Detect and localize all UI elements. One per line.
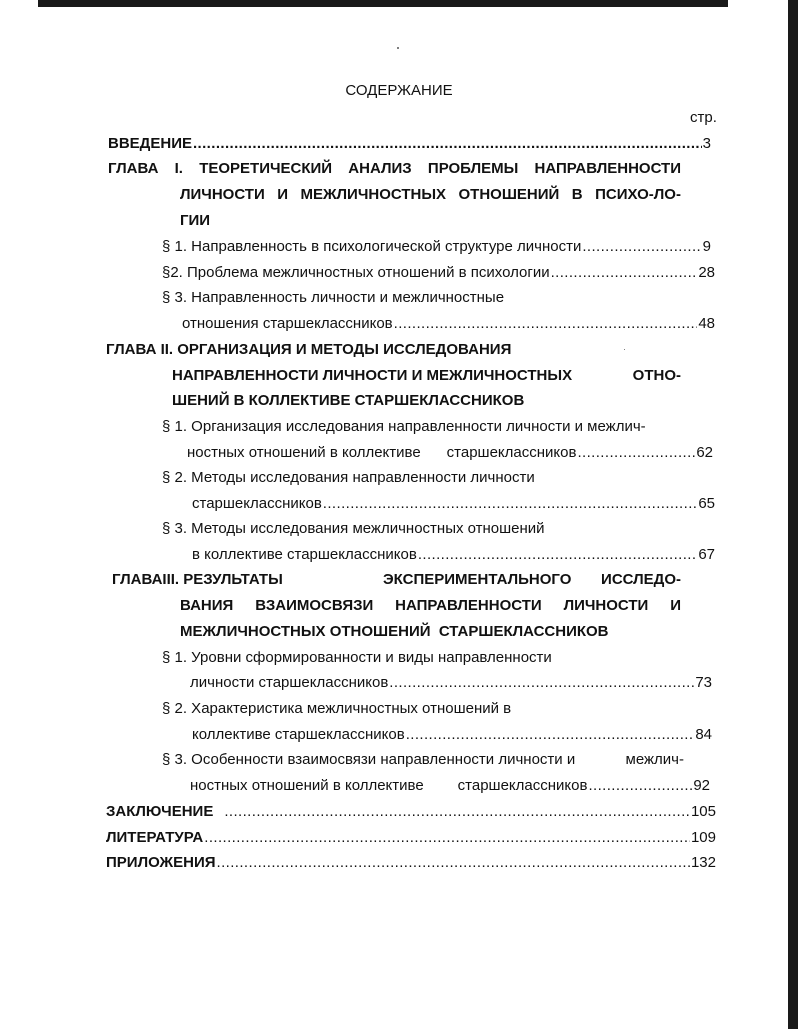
toc-entry-3-2[interactable]: § 2. Характеристика межличностных отношений в bbox=[162, 700, 512, 717]
chapter-1-heading-cont bbox=[180, 185, 681, 205]
heading-word: ИССЛЕДО- bbox=[601, 571, 681, 588]
toc-label: § 1. Направленность в психологической структуре личности bbox=[162, 238, 582, 255]
heading-word: ГЛАВА bbox=[108, 160, 159, 177]
leader-dots bbox=[577, 443, 695, 463]
toc-label: отношения старшеклассников bbox=[182, 315, 393, 332]
heading-word: ЛИЧНОСТИ bbox=[180, 186, 265, 203]
page-column-label: стр. bbox=[690, 109, 717, 126]
leader-dots bbox=[582, 237, 701, 257]
toc-entry-2-1-cont[interactable] bbox=[187, 443, 713, 463]
chapter-1-heading-end: ГИИ bbox=[180, 212, 211, 229]
toc-entry-1-1[interactable] bbox=[162, 237, 711, 257]
toc-entry-literature[interactable] bbox=[106, 828, 716, 848]
scan-speck bbox=[624, 349, 625, 350]
leader-dots bbox=[418, 545, 698, 565]
toc-label: ВВЕДЕНИЕ bbox=[108, 135, 192, 152]
heading-word: ЛИЧНОСТИ bbox=[563, 597, 649, 614]
toc-page-number: 28 bbox=[698, 264, 715, 281]
toc-label: личности старшеклассников bbox=[190, 674, 389, 691]
heading-word: АНАЛИЗ bbox=[348, 160, 412, 177]
toc-entry-conclusion[interactable] bbox=[106, 802, 716, 822]
toc-entry-intro[interactable] bbox=[108, 134, 711, 154]
toc-entry-3-3-cont[interactable] bbox=[190, 776, 710, 796]
chapter-2-heading-cont bbox=[172, 366, 681, 386]
toc-label: старшеклассников bbox=[457, 777, 588, 794]
toc-page-number: 3 bbox=[702, 135, 711, 152]
heading-word: ВАНИЯ bbox=[180, 597, 234, 614]
leader-dots bbox=[394, 314, 698, 334]
heading-word: И bbox=[277, 186, 288, 203]
toc-label: § 3. Особенности взаимосвязи направленности личности и bbox=[162, 751, 576, 768]
leader-dots bbox=[224, 802, 690, 822]
heading-word: В bbox=[571, 186, 583, 203]
leader-dots bbox=[217, 853, 690, 873]
heading-word: I. bbox=[174, 160, 183, 177]
toc-label: старшеклассников bbox=[446, 444, 577, 461]
heading-word: ПРОБЛЕМЫ bbox=[427, 160, 519, 177]
toc-label: в коллективе старшеклассников bbox=[192, 546, 417, 563]
chapter-1-heading[interactable] bbox=[108, 159, 681, 179]
chapter-3-heading-cont bbox=[180, 596, 681, 616]
heading-word: ТЕОРЕТИЧЕСКИЙ bbox=[199, 160, 333, 177]
toc-page-number: 9 bbox=[702, 238, 711, 255]
toc-entry-3-3[interactable] bbox=[162, 750, 684, 770]
toc-entry-1-2[interactable] bbox=[162, 263, 715, 283]
heading-word: И bbox=[670, 597, 681, 614]
toc-page-number: 132 bbox=[690, 854, 716, 871]
toc-page-number: 109 bbox=[690, 829, 716, 846]
leader-dots bbox=[406, 725, 695, 745]
toc-label: старшеклассников bbox=[192, 495, 322, 512]
leader-dots bbox=[204, 828, 690, 848]
page-title: СОДЕРЖАНИЕ bbox=[345, 82, 453, 99]
heading-word: ОТНОШЕНИЙ bbox=[458, 186, 560, 203]
toc-entry-appendix[interactable] bbox=[106, 853, 716, 873]
toc-label: межлич- bbox=[625, 751, 684, 768]
heading-word: МЕЖЛИЧНОСТНЫХ bbox=[300, 186, 447, 203]
heading-word: ВЗАИМОСВЯЗИ bbox=[255, 597, 374, 614]
toc-entry-2-2-cont[interactable] bbox=[192, 494, 715, 514]
leader-dots bbox=[389, 673, 694, 693]
toc-entry-3-1[interactable]: § 1. Уровни сформированности и виды направленности bbox=[162, 649, 552, 666]
toc-entry-2-3[interactable]: § 3. Методы исследования межличностных отношений bbox=[162, 520, 545, 537]
toc-label: ЗАКЛЮЧЕНИЕ bbox=[106, 803, 214, 820]
toc-entry-1-3-cont[interactable] bbox=[182, 314, 715, 334]
toc-page-number: 62 bbox=[696, 444, 713, 461]
heading-word: ОТНО- bbox=[632, 367, 681, 384]
toc-label: ПРИЛОЖЕНИЯ bbox=[106, 854, 216, 871]
heading-word: НАПРАВЛЕННОСТИ bbox=[395, 597, 542, 614]
toc-label: ностных отношений в коллективе bbox=[190, 777, 424, 794]
leader-dots bbox=[551, 263, 698, 283]
chapter-2-heading-end: ШЕНИЙ В КОЛЛЕКТИВЕ СТАРШЕКЛАССНИКОВ bbox=[172, 392, 525, 409]
toc-page-number: 65 bbox=[698, 495, 715, 512]
toc-entry-2-3-cont[interactable] bbox=[192, 545, 715, 565]
toc-entry-1-3[interactable]: § 3. Направленность личности и межличностные bbox=[162, 289, 505, 306]
chapter-2-heading[interactable]: ГЛАВА II. ОРГАНИЗАЦИЯ И МЕТОДЫ ИССЛЕДОВАНИЯ bbox=[106, 341, 512, 358]
toc-page-number: 48 bbox=[698, 315, 715, 332]
scan-border-right bbox=[788, 0, 798, 1029]
toc-entry-2-1[interactable]: § 1. Организация исследования направленности личности и межлич- bbox=[162, 418, 646, 435]
chapter-3-heading[interactable] bbox=[112, 570, 681, 590]
toc-label: ЛИТЕРАТУРА bbox=[106, 829, 204, 846]
chapter-3-heading-end: МЕЖЛИЧНОСТНЫХ ОТНОШЕНИЙ СТАРШЕКЛАССНИКОВ bbox=[180, 623, 609, 640]
heading-word: ГЛАВАIII. РЕЗУЛЬТАТЫ bbox=[112, 571, 283, 588]
toc-page-number: 105 bbox=[690, 803, 716, 820]
toc-entry-2-2[interactable]: § 2. Методы исследования направленности личности bbox=[162, 469, 535, 486]
toc-page-number: 92 bbox=[693, 777, 710, 794]
scan-border-top bbox=[38, 0, 728, 7]
toc-label: коллективе старшеклассников bbox=[192, 726, 405, 743]
toc-entry-3-2-cont[interactable] bbox=[192, 725, 712, 745]
leader-dots bbox=[193, 134, 702, 154]
toc-label: ностных отношений в коллективе bbox=[187, 444, 421, 461]
toc-page-number: 67 bbox=[698, 546, 715, 563]
toc-entry-3-1-cont[interactable] bbox=[190, 673, 712, 693]
toc-page-number: 84 bbox=[695, 726, 712, 743]
toc-page-number: 73 bbox=[695, 674, 712, 691]
leader-dots bbox=[588, 776, 692, 796]
leader-dots bbox=[323, 494, 698, 514]
heading-word: НАПРАВЛЕННОСТИ bbox=[534, 160, 681, 177]
heading-word: ПСИХО-ЛО- bbox=[595, 186, 681, 203]
scan-speck bbox=[397, 47, 399, 49]
toc-label: §2. Проблема межличностных отношений в психологии bbox=[162, 264, 550, 281]
heading-word: НАПРАВЛЕННОСТИ ЛИЧНОСТИ И МЕЖЛИЧНОСТНЫХ bbox=[172, 367, 573, 384]
heading-word: ЭКСПЕРИМЕНТАЛЬНОГО bbox=[383, 571, 572, 588]
